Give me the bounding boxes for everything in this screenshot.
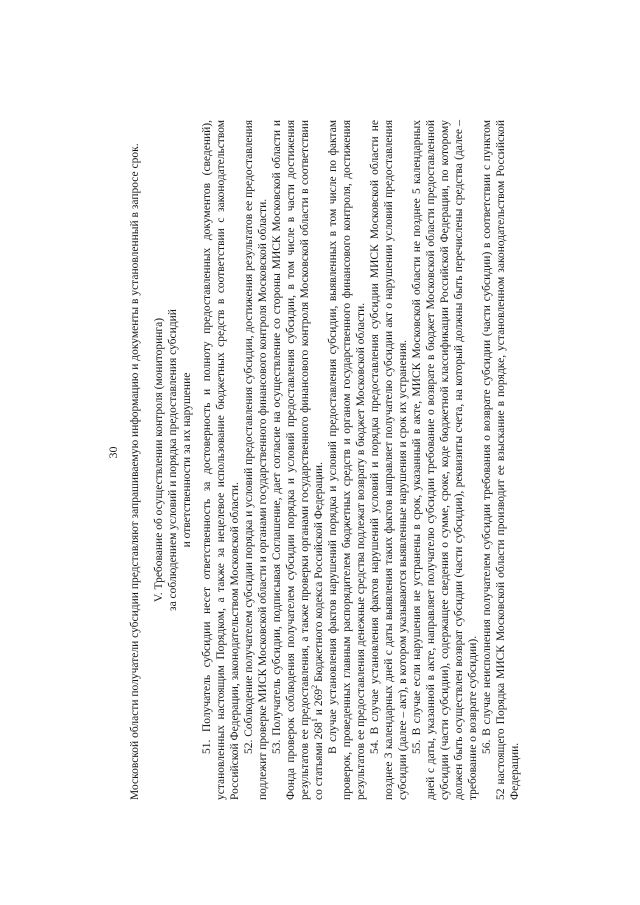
section-heading-line-2: за соблюдением условий и порядка предоставления субсидий [167,309,179,611]
paragraph-53 [270,120,326,800]
paragraph-52: 52. Соблюдение получателем субсидии порядка и условий предоставления субсидии, достижения результатов ее предоставления подлежит проверке МИСК Московской области и органами государственного финансового контроля Московской области. [243,120,269,800]
page-number: 30 [106,446,120,459]
article-superscript-2: 2 [310,684,320,689]
section-heading [152,120,194,800]
article-superscript-1: 1 [310,718,320,723]
intro-paragraph: Московской области получатели субсидии представляют запрашиваемую информацию и документы в установленный в запросе срок. [129,143,141,800]
paragraph-53-text-b: Бюджетного кодекса Российской Федерации. [313,462,325,685]
section-heading-line-3: и ответственности за их нарушение [181,372,193,548]
paragraph-51: 51. Получатель субсидии несет ответственность за достоверность и полноту предоставленных документов (сведений), установленных настоящим Порядком, а также за нецелевое использование бюджетных средств в соответствии с законодательством Российской Федерации, законодательством Московской области. [201,120,241,800]
paragraph-53-text-a: 53. Получатель субсидии, подписывая Соглашение, дает согласие на осуществление со стороны МИСК Московской области и Фонда проверок соблюдения получателем субсидии порядка и условий предоставления субсидии, в том числе в части достижения результатов ее предоставления, а также проверки органами государственного финансового контроля Московской области в соответствии со статьями 268 [271,120,325,800]
paragraph-54: 54. В случае установления фактов нарушений условий и порядка предоставления субсидии МИСК Московской области не позднее 3 календарных дней с даты выявления таких фактов направляет получателю субсидии акт о нарушении условий предоставления субсидии (далее – акт), в котором указываются выявленные нарушения и срок их устранения. [369,120,409,800]
paragraph-56: 56. В случае неисполнения получателем субсидии требования о возврате субсидии (части субсидии) в соответствии с пунктом 52 настоящего Порядка МИСК Московской области производит ее взыскание в порядке, установленном законодательством Российской Федерации. [481,120,521,800]
section-heading-line-1: V. Требование об осуществлении контроля (мониторинга) [153,317,165,603]
paragraph-53-continuation: В случае установления фактов нарушений порядка и условий предоставления субсидии, выявленных в том числе по фактам проверок, проведенных главным распорядителем бюджетных средств и органом государственного финансового контроля, достижения результатов ее предоставления денежные средства подлежат возврату в бюджет Московской области. [327,120,367,800]
paragraph-53-text-mid: и 269 [313,688,325,719]
document-body [128,120,522,800]
paragraph-55: 55. В случае если нарушения не устранены в срок, указанный в акте, МИСК Московской области не позднее 5 календарных дней с даты, указанной в акте, направляет получателю субсидии требование о возврате в бюджет Московской области предоставленной субсидии (части субсидии), содержащее сведения о сумме, сроке, коде бюджетной классификации Российской Федерации, по которому должен быть осуществлен возврат субсидии (части субсидии), реквизиты счета, на который должны быть перечислены средства (далее – требование о возврате субсидии). [411,120,479,800]
